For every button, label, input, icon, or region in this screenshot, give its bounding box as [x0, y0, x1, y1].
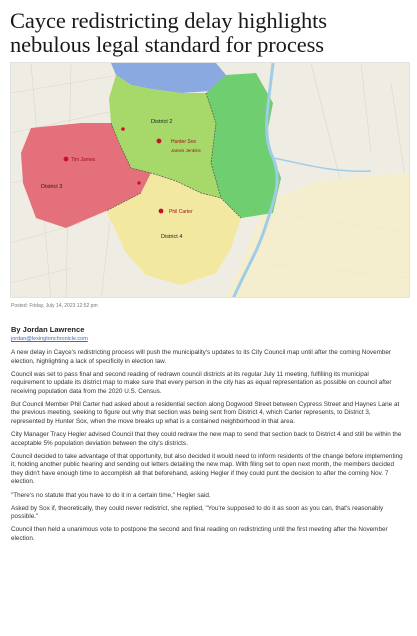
marker-small-2 [137, 181, 140, 184]
label-james-jenkins: James Jenkins [171, 148, 201, 153]
label-hunter-sox: Hunter Sox [171, 139, 197, 145]
marker-tim-james [64, 157, 69, 162]
district-map-svg [11, 63, 410, 298]
posted-date: Posted: Friday, July 14, 2023 12:52 pm [11, 303, 98, 309]
marker-phil-carter [159, 209, 164, 214]
label-district-3: District 3 [41, 184, 63, 190]
label-district-2: District 2 [151, 119, 173, 125]
district-map [10, 62, 410, 298]
article-body [11, 349, 403, 548]
paragraph: Council was set to pass final and second reading of redrawn council districts at its regular July 11 meeting, fulfilling its municipal requirement to update its district map to make sure that every person in the city has as equal representation as possible on council after receiving population data from the 2020 U.S. Census. [11, 370, 392, 395]
paragraph: Asked by Sox if, theoretically, they could never redistrict, she replied, "You're supposed to do it as soon as you can, that's reasonably possible." [11, 504, 384, 521]
paragraph: City Manager Tracy Hegler advised Council that they could redraw the new map to send that section back to District 4 and still be within the acceptable 5% population deviation between the city's districts. [11, 431, 402, 447]
headline: Cayce redistricting delay highlights nebulous legal standard for process [10, 8, 327, 57]
author-email-link[interactable]: jordan@lexingtonchronicle.com [11, 336, 88, 342]
paragraph: Council then held a unanimous vote to postpone the second and final reading on redistricting until the first meeting after the November election. [11, 526, 388, 542]
label-district-4: District 4 [161, 234, 183, 240]
paragraph: A new delay in Cayce's redistricting process will push the municipality's updates to its City Council map until after the coming November election, highlighting a lack of specificity in election law. [11, 349, 392, 365]
marker-hunter-sox [157, 139, 162, 144]
label-tim-james: Tim James [71, 157, 96, 163]
paragraph: "There's no statute that you have to do it in a certain time," Hegler said. [11, 491, 211, 499]
byline: By Jordan Lawrence [11, 325, 85, 334]
paragraph: But Council Member Phil Carter had asked about a residential section along Dogwood Street between Cypress Street and Haynes Lane at the previous meeting, seeking to figure out why that section was being sent from District 4, which Carter represents, to District 3, represented by Hunter Sox, when the move breaks up what is a contained neighborhood in that area. [11, 400, 400, 426]
marker-small-1 [121, 127, 125, 131]
label-phil-carter: Phil Carter [169, 209, 193, 215]
paragraph: Council decided to take advantage of that opportunity, but also decided it would need to inform residents of the change before implementing it, holding another public hearing and sending out letters detailing the new map. With filing set to open next month, the members decided they didn't have enough time to accomplish all that beforehand, asking Hegler if they could punt the decision to after the coming Nov. 7 election. [11, 452, 403, 486]
